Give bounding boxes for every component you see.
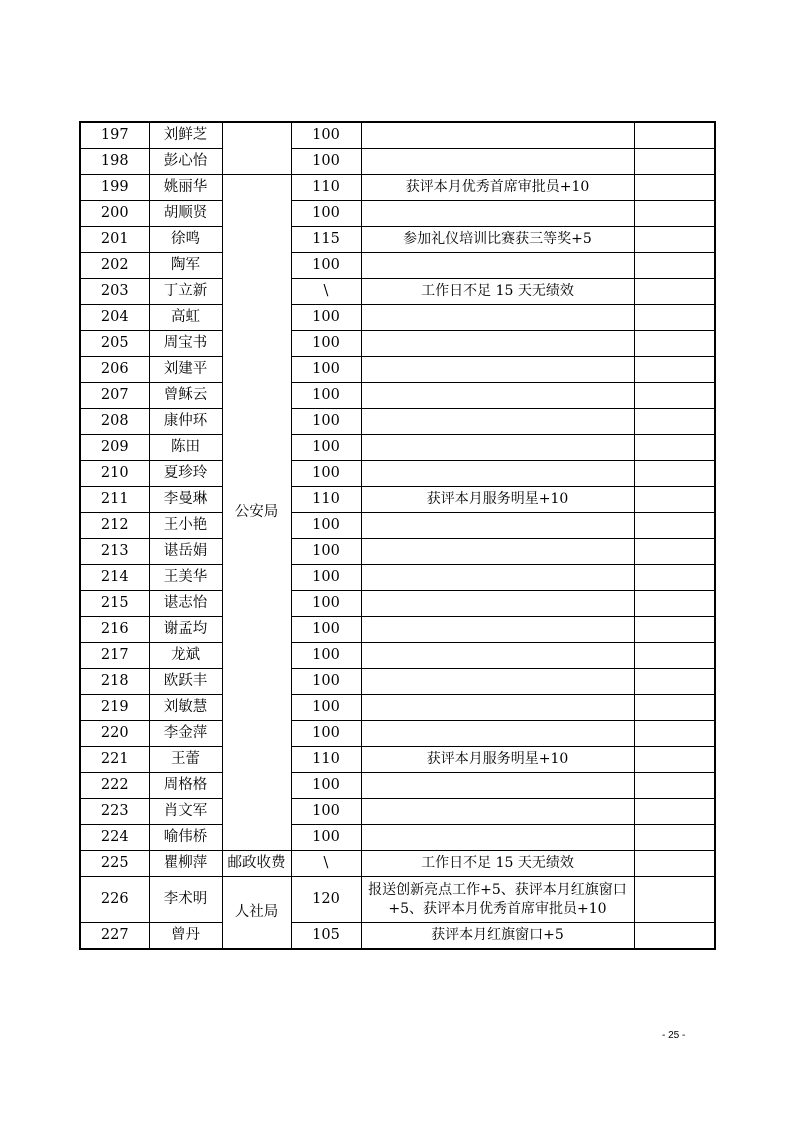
person-name: 夏珍玲 [149,461,222,487]
remark-cell [361,253,634,279]
score-cell: 100 [291,565,361,591]
score-cell: 100 [291,253,361,279]
person-name: 徐鸣 [149,227,222,253]
person-name: 谌志怡 [149,591,222,617]
row-number: 223 [80,799,149,825]
row-number: 213 [80,539,149,565]
person-name: 丁立新 [149,279,222,305]
score-cell: 100 [291,409,361,435]
remark-cell [361,357,634,383]
extra-cell [634,149,715,175]
score-cell: 105 [291,923,361,950]
table-row [80,331,715,357]
score-cell: 100 [291,695,361,721]
score-cell: 100 [291,669,361,695]
remark-cell [361,513,634,539]
table-row [80,565,715,591]
table-row [80,721,715,747]
person-name: 王美华 [149,565,222,591]
extra-cell [634,201,715,227]
person-name: 谢孟均 [149,617,222,643]
score-cell: 100 [291,799,361,825]
table-row [80,643,715,669]
extra-cell [634,747,715,773]
table-row [80,122,715,149]
person-name: 周格格 [149,773,222,799]
score-cell: 100 [291,825,361,851]
extra-cell [634,331,715,357]
person-name: 刘鲜芝 [149,122,222,149]
remark-cell [361,721,634,747]
person-name: 谌岳娟 [149,539,222,565]
person-name: 龙斌 [149,643,222,669]
extra-cell [634,695,715,721]
table-row [80,539,715,565]
score-cell: \ [291,851,361,877]
extra-cell [634,669,715,695]
row-number: 210 [80,461,149,487]
extra-cell [634,721,715,747]
extra-cell [634,305,715,331]
row-number: 207 [80,383,149,409]
table-row [80,253,715,279]
table-row [80,279,715,305]
row-number: 224 [80,825,149,851]
row-number: 220 [80,721,149,747]
remark-cell [361,643,634,669]
score-cell: 100 [291,539,361,565]
extra-cell [634,253,715,279]
extra-cell [634,539,715,565]
score-cell: \ [291,279,361,305]
table-row [80,461,715,487]
extra-cell [634,643,715,669]
extra-cell [634,513,715,539]
score-cell: 115 [291,227,361,253]
score-cell: 100 [291,461,361,487]
score-cell: 100 [291,643,361,669]
extra-cell [634,383,715,409]
extra-cell [634,461,715,487]
extra-cell [634,122,715,149]
extra-cell [634,591,715,617]
remark-cell [361,149,634,175]
row-number: 225 [80,851,149,877]
score-cell: 100 [291,149,361,175]
table-row [80,799,715,825]
person-name: 刘敏慧 [149,695,222,721]
remark-cell: 参加礼仪培训比赛获三等奖+5 [361,227,634,253]
remark-cell [361,825,634,851]
person-name: 王小艳 [149,513,222,539]
row-number: 211 [80,487,149,513]
extra-cell [634,825,715,851]
row-number: 208 [80,409,149,435]
extra-cell [634,435,715,461]
score-cell: 100 [291,721,361,747]
remark-cell [361,695,634,721]
score-cell: 110 [291,175,361,201]
score-cell: 100 [291,591,361,617]
remark-cell [361,122,634,149]
remark-cell [361,305,634,331]
table-row [80,487,715,513]
person-name: 胡顺贤 [149,201,222,227]
extra-cell [634,487,715,513]
table-row [80,435,715,461]
row-number: 216 [80,617,149,643]
department-cell: 人社局 [222,877,291,950]
remark-cell: 报送创新亮点工作+5、获评本月红旗窗口+5、获评本月优秀首席审批员+10 [361,877,634,923]
table-row [80,227,715,253]
table-row [80,591,715,617]
remark-cell: 获评本月服务明星+10 [361,487,634,513]
table-row [80,695,715,721]
row-number: 203 [80,279,149,305]
row-number: 212 [80,513,149,539]
table-row [80,669,715,695]
remark-cell [361,591,634,617]
remark-cell: 获评本月服务明星+10 [361,747,634,773]
score-cell: 100 [291,513,361,539]
person-name: 周宝书 [149,331,222,357]
person-name: 康仲环 [149,409,222,435]
remark-cell [361,383,634,409]
extra-cell [634,877,715,923]
row-number: 219 [80,695,149,721]
row-number: 218 [80,669,149,695]
person-name: 陈田 [149,435,222,461]
row-number: 202 [80,253,149,279]
remark-cell [361,409,634,435]
row-number: 204 [80,305,149,331]
table-row [80,617,715,643]
row-number: 206 [80,357,149,383]
row-number: 199 [80,175,149,201]
person-name: 欧跃丰 [149,669,222,695]
remark-cell [361,435,634,461]
table-row [80,357,715,383]
table-row [80,825,715,851]
table-row [80,201,715,227]
table-row [80,175,715,201]
person-name: 高虹 [149,305,222,331]
remark-cell [361,539,634,565]
extra-cell [634,773,715,799]
table-row [80,305,715,331]
remark-cell [361,773,634,799]
row-number: 198 [80,149,149,175]
table-row [80,383,715,409]
score-cell: 100 [291,435,361,461]
person-name: 李曼琳 [149,487,222,513]
table-row [80,923,715,950]
person-name: 姚丽华 [149,175,222,201]
person-name: 彭心怡 [149,149,222,175]
extra-cell [634,409,715,435]
person-name: 王蕾 [149,747,222,773]
table-row [80,149,715,175]
row-number: 209 [80,435,149,461]
remark-cell: 获评本月红旗窗口+5 [361,923,634,950]
score-cell: 100 [291,201,361,227]
person-name: 刘建平 [149,357,222,383]
remark-cell: 获评本月优秀首席审批员+10 [361,175,634,201]
row-number: 197 [80,122,149,149]
extra-cell [634,617,715,643]
row-number: 226 [80,877,149,923]
extra-cell [634,565,715,591]
row-number: 221 [80,747,149,773]
person-name: 曾丹 [149,923,222,950]
row-number: 201 [80,227,149,253]
remark-cell [361,565,634,591]
table-row [80,773,715,799]
person-name: 李术明 [149,877,222,923]
person-name: 李金萍 [149,721,222,747]
score-cell: 100 [291,383,361,409]
department-cell [222,122,291,175]
table-body [80,122,715,949]
score-cell: 110 [291,747,361,773]
remark-cell [361,331,634,357]
score-cell: 100 [291,122,361,149]
extra-cell [634,799,715,825]
page-number: - 25 - [662,1030,686,1041]
table-row [80,747,715,773]
department-cell: 邮政收费 [222,851,291,877]
row-number: 227 [80,923,149,950]
row-number: 217 [80,643,149,669]
row-number: 222 [80,773,149,799]
remark-cell [361,201,634,227]
extra-cell [634,923,715,950]
table-row [80,513,715,539]
person-name: 瞿柳萍 [149,851,222,877]
extra-cell [634,279,715,305]
remark-cell [361,799,634,825]
remark-cell: 工作日不足 15 天无绩效 [361,279,634,305]
row-number: 205 [80,331,149,357]
table-row [80,877,715,923]
performance-table [79,121,716,950]
score-cell: 100 [291,305,361,331]
score-cell: 100 [291,617,361,643]
row-number: 214 [80,565,149,591]
extra-cell [634,357,715,383]
person-name: 肖文军 [149,799,222,825]
table-row [80,409,715,435]
score-cell: 110 [291,487,361,513]
person-name: 喻伟桥 [149,825,222,851]
extra-cell [634,227,715,253]
table-row [80,851,715,877]
department-cell: 公安局 [222,175,291,851]
row-number: 215 [80,591,149,617]
row-number: 200 [80,201,149,227]
remark-cell [361,617,634,643]
extra-cell [634,175,715,201]
remark-cell: 工作日不足 15 天无绩效 [361,851,634,877]
extra-cell [634,851,715,877]
person-name: 陶军 [149,253,222,279]
score-cell: 100 [291,773,361,799]
score-cell: 120 [291,877,361,923]
score-cell: 100 [291,357,361,383]
score-cell: 100 [291,331,361,357]
remark-cell [361,669,634,695]
remark-cell [361,461,634,487]
person-name: 曾稣云 [149,383,222,409]
